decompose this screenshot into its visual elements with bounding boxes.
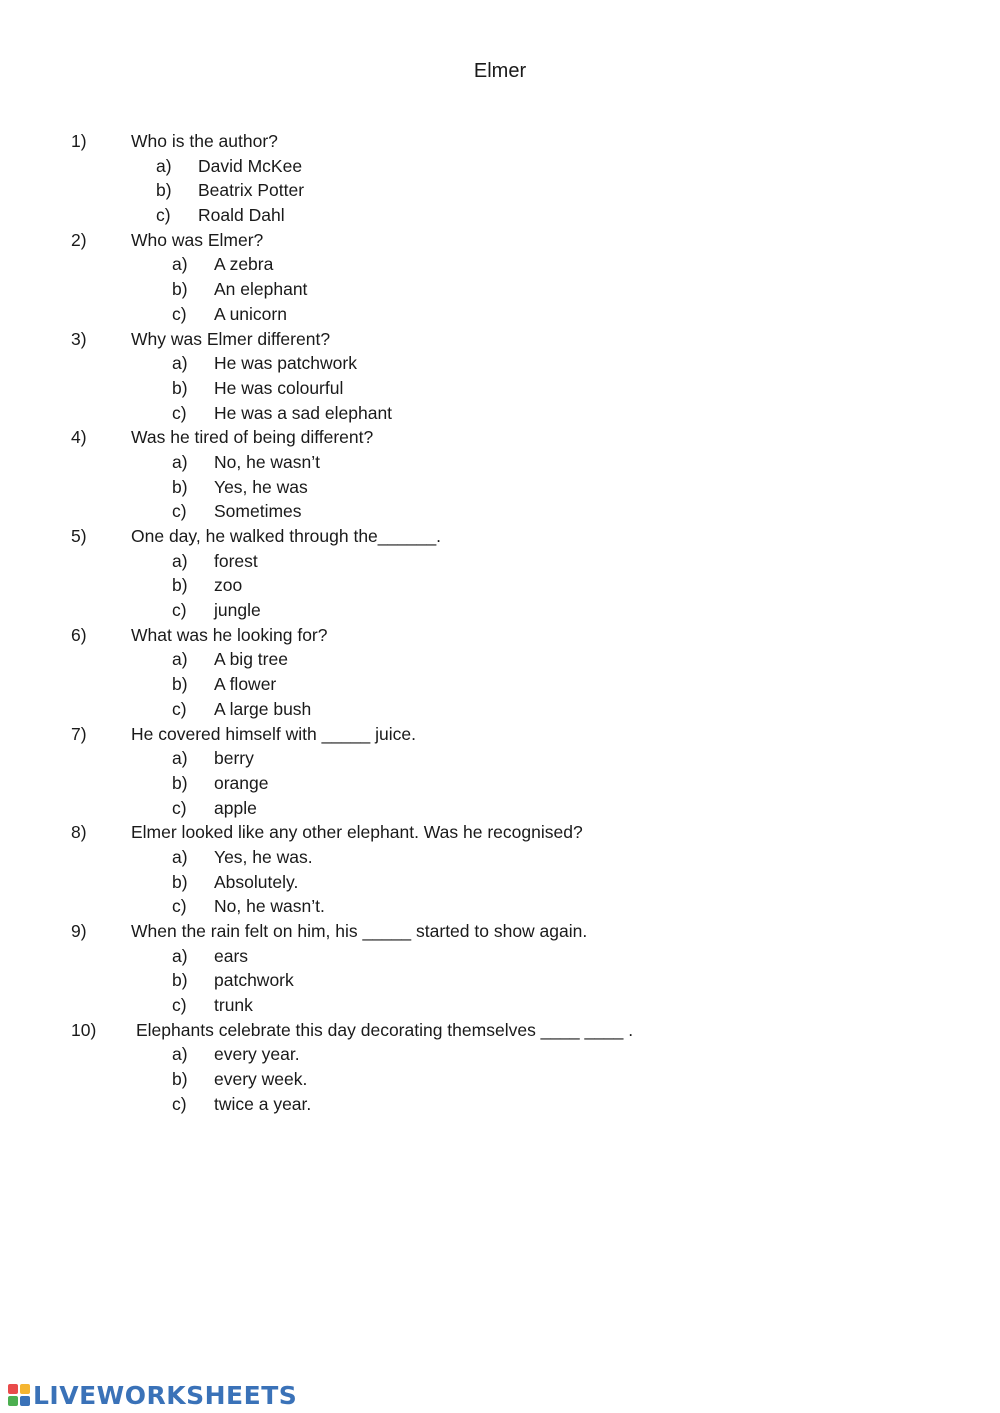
answer-option[interactable] bbox=[0, 672, 1000, 697]
question-line bbox=[0, 129, 1000, 154]
question-text: One day, he walked through the______. bbox=[131, 526, 442, 546]
option-letter: a) bbox=[172, 748, 188, 769]
question-line bbox=[0, 722, 1000, 747]
option-text: orange bbox=[214, 772, 269, 793]
answer-option[interactable] bbox=[0, 351, 1000, 376]
option-text: twice a year. bbox=[214, 1093, 312, 1114]
page-title: Elmer bbox=[473, 60, 527, 82]
question-line bbox=[0, 820, 1000, 845]
option-letter: a) bbox=[172, 353, 188, 374]
option-text: every week. bbox=[214, 1069, 308, 1090]
question-8 bbox=[0, 820, 1000, 919]
answer-option[interactable] bbox=[0, 475, 1000, 500]
answer-option[interactable] bbox=[0, 968, 1000, 993]
option-letter: a) bbox=[172, 649, 188, 670]
answer-option[interactable] bbox=[0, 647, 1000, 672]
answer-option[interactable] bbox=[0, 894, 1000, 919]
question-text: Who is the author? bbox=[131, 131, 278, 151]
option-letter: c) bbox=[172, 698, 187, 719]
option-letter: c) bbox=[172, 995, 187, 1016]
option-letter: a) bbox=[172, 451, 188, 472]
option-letter: b) bbox=[172, 377, 188, 398]
question-number: 1) bbox=[71, 131, 87, 151]
option-text: forest bbox=[214, 550, 258, 571]
answer-option[interactable] bbox=[0, 401, 1000, 426]
question-10 bbox=[0, 1018, 1000, 1117]
question-text: Who was Elmer? bbox=[131, 229, 264, 250]
logo-block bbox=[20, 1384, 30, 1394]
option-text: patchwork bbox=[214, 970, 294, 991]
answer-option[interactable] bbox=[0, 746, 1000, 771]
answer-option[interactable] bbox=[0, 277, 1000, 302]
answer-option[interactable] bbox=[0, 154, 1000, 179]
question-list bbox=[0, 129, 1000, 1117]
question-line bbox=[0, 919, 1000, 944]
option-text: He was patchwork bbox=[214, 353, 357, 374]
option-letter: b) bbox=[172, 871, 188, 892]
option-text: David McKee bbox=[198, 155, 303, 176]
option-letter: c) bbox=[172, 600, 187, 621]
option-letter: a) bbox=[172, 846, 188, 867]
question-line bbox=[0, 228, 1000, 253]
option-letter: c) bbox=[172, 402, 187, 423]
question-line bbox=[0, 1018, 1000, 1043]
answer-option[interactable] bbox=[0, 302, 1000, 327]
answer-option[interactable] bbox=[0, 178, 1000, 203]
option-letter: c) bbox=[172, 896, 187, 917]
question-number: 7) bbox=[71, 723, 87, 744]
option-letter: b) bbox=[156, 180, 172, 201]
option-text: A flower bbox=[214, 674, 277, 695]
option-letter: a) bbox=[172, 1044, 188, 1065]
option-text: No, he wasn’t. bbox=[214, 896, 325, 917]
option-text: Sometimes bbox=[214, 501, 302, 522]
option-letter: c) bbox=[156, 205, 171, 226]
answer-option[interactable] bbox=[0, 450, 1000, 475]
question-number: 10) bbox=[71, 1019, 97, 1040]
question-number: 9) bbox=[71, 921, 87, 941]
option-letter: c) bbox=[172, 1093, 187, 1114]
question-number: 6) bbox=[71, 624, 87, 645]
option-letter: a) bbox=[156, 155, 172, 176]
question-text: Elmer looked like any other elephant. Was he recognised? bbox=[131, 822, 583, 843]
option-letter: c) bbox=[172, 797, 187, 818]
option-text: Beatrix Potter bbox=[198, 180, 305, 201]
question-number: 4) bbox=[71, 427, 87, 448]
option-text: ears bbox=[214, 945, 249, 966]
option-text: Yes, he was bbox=[214, 476, 308, 497]
answer-option[interactable] bbox=[0, 499, 1000, 524]
logo-block bbox=[8, 1384, 18, 1394]
answer-option[interactable] bbox=[0, 549, 1000, 574]
question-line bbox=[0, 623, 1000, 648]
answer-option[interactable] bbox=[0, 252, 1000, 277]
option-text: Absolutely. bbox=[214, 871, 299, 892]
question-number: 5) bbox=[71, 526, 87, 546]
answer-option[interactable] bbox=[0, 376, 1000, 401]
answer-option[interactable] bbox=[0, 1092, 1000, 1117]
answer-option[interactable] bbox=[0, 697, 1000, 722]
question-line bbox=[0, 327, 1000, 352]
option-text: A big tree bbox=[214, 649, 288, 670]
option-letter: a) bbox=[172, 254, 188, 275]
question-number: 3) bbox=[71, 328, 87, 349]
question-text: Was he tired of being different? bbox=[131, 427, 374, 448]
option-text: A unicorn bbox=[214, 303, 287, 324]
logo-blocks-icon bbox=[8, 1384, 30, 1406]
option-letter: a) bbox=[172, 945, 188, 966]
answer-option[interactable] bbox=[0, 573, 1000, 598]
question-text: He covered himself with _____ juice. bbox=[131, 723, 417, 744]
option-letter: b) bbox=[172, 575, 188, 596]
option-text: every year. bbox=[214, 1044, 300, 1065]
option-text: apple bbox=[214, 797, 257, 818]
option-text: A large bush bbox=[214, 698, 312, 719]
answer-option[interactable] bbox=[0, 845, 1000, 870]
option-text: trunk bbox=[214, 995, 253, 1016]
answer-option[interactable] bbox=[0, 870, 1000, 895]
option-text: He was a sad elephant bbox=[214, 402, 393, 423]
answer-option[interactable] bbox=[0, 598, 1000, 623]
answer-option[interactable] bbox=[0, 1067, 1000, 1092]
option-text: No, he wasn’t bbox=[214, 451, 321, 472]
question-7 bbox=[0, 722, 1000, 821]
question-text: Elephants celebrate this day decorating themselves ____ ____ . bbox=[136, 1019, 634, 1040]
question-number: 8) bbox=[71, 822, 87, 843]
option-text: A zebra bbox=[214, 254, 274, 275]
question-text: Why was Elmer different? bbox=[131, 328, 331, 349]
option-text: zoo bbox=[214, 575, 243, 596]
question-6 bbox=[0, 623, 1000, 722]
option-letter: b) bbox=[172, 772, 188, 793]
question-4 bbox=[0, 425, 1000, 524]
liveworksheets-logo[interactable] bbox=[8, 1380, 297, 1410]
question-9 bbox=[0, 919, 1000, 1018]
option-letter: a) bbox=[172, 550, 188, 571]
option-text: Roald Dahl bbox=[198, 205, 285, 226]
answer-option[interactable] bbox=[0, 796, 1000, 821]
option-letter: b) bbox=[172, 970, 188, 991]
option-letter: b) bbox=[172, 279, 188, 300]
question-line bbox=[0, 524, 1000, 549]
answer-option[interactable] bbox=[0, 771, 1000, 796]
answer-option[interactable] bbox=[0, 944, 1000, 969]
option-letter: b) bbox=[172, 1069, 188, 1090]
answer-option[interactable] bbox=[0, 993, 1000, 1018]
logo-block bbox=[8, 1396, 18, 1406]
option-letter: c) bbox=[172, 303, 187, 324]
question-2 bbox=[0, 228, 1000, 327]
question-text: When the rain felt on him, his _____ started to show again. bbox=[131, 921, 588, 941]
question-3 bbox=[0, 327, 1000, 426]
question-number: 2) bbox=[71, 229, 87, 250]
answer-option[interactable] bbox=[0, 1042, 1000, 1067]
question-text: What was he looking for? bbox=[131, 624, 328, 645]
question-5 bbox=[0, 524, 1000, 623]
question-line bbox=[0, 425, 1000, 450]
option-text: An elephant bbox=[214, 279, 308, 300]
option-text: He was colourful bbox=[214, 377, 344, 398]
option-text: Yes, he was. bbox=[214, 846, 313, 867]
question-1 bbox=[0, 129, 1000, 228]
logo-block bbox=[20, 1396, 30, 1406]
option-letter: b) bbox=[172, 476, 188, 497]
option-letter: b) bbox=[172, 674, 188, 695]
logo-text: LIVEWORKSHEETS bbox=[33, 1380, 298, 1410]
option-letter: c) bbox=[172, 501, 187, 522]
answer-option[interactable] bbox=[0, 203, 1000, 228]
option-text: jungle bbox=[214, 600, 261, 621]
option-text: berry bbox=[214, 748, 254, 769]
